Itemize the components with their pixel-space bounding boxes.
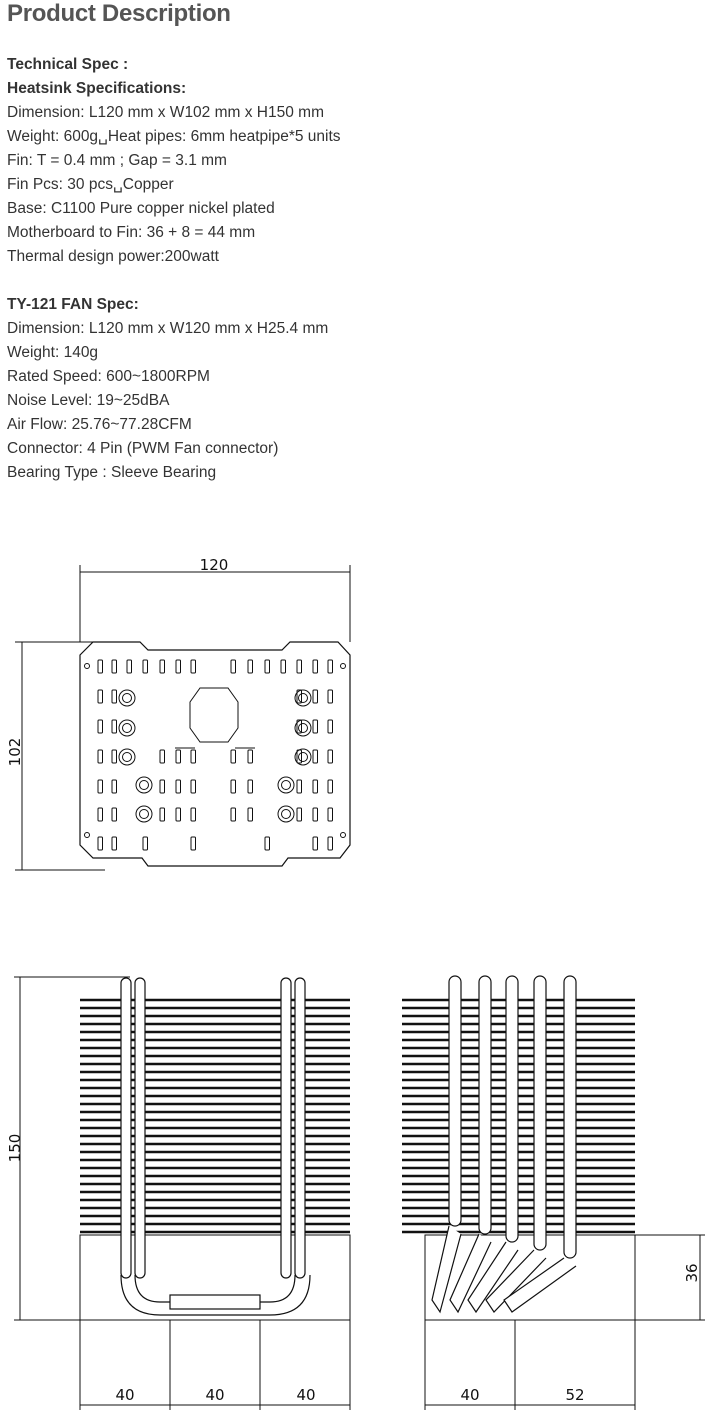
heatpipe-core bbox=[140, 810, 149, 819]
side-view-drawing bbox=[402, 976, 705, 1410]
mount-hole bbox=[341, 833, 346, 838]
fin-slot bbox=[248, 780, 253, 793]
heatpipe bbox=[564, 976, 576, 1258]
heatpipe bbox=[121, 978, 131, 1278]
fin-slot bbox=[176, 808, 181, 821]
fin-slot bbox=[127, 660, 132, 673]
fin-slot bbox=[176, 780, 181, 793]
heatpipe-core bbox=[282, 810, 291, 819]
heatpipe bbox=[135, 978, 145, 1278]
fin-slot bbox=[231, 660, 236, 673]
fin-slot bbox=[160, 660, 165, 673]
dimension-labels bbox=[6, 556, 701, 1404]
plate-outline bbox=[80, 642, 350, 866]
front-view-drawing bbox=[14, 977, 350, 1410]
fin-slot bbox=[98, 837, 103, 850]
heatpipe-core bbox=[282, 781, 291, 790]
fin-slot bbox=[191, 780, 196, 793]
spec-line: Technical Spec : bbox=[7, 56, 129, 73]
fin-slot bbox=[313, 750, 318, 763]
top-width-label: 120 bbox=[199, 556, 229, 574]
fin-slot bbox=[328, 720, 333, 733]
fin-slot bbox=[98, 660, 103, 673]
fin-slot bbox=[112, 808, 117, 821]
heatpipe bbox=[479, 976, 491, 1234]
heatpipe-ring bbox=[119, 690, 135, 706]
fin-slot bbox=[143, 837, 148, 850]
spec-line: Thermal design power:200watt bbox=[7, 248, 219, 265]
page-title: Product Description bbox=[7, 0, 231, 27]
heatsink-technical-drawing bbox=[0, 530, 712, 1411]
spec-line: Base: C1100 Pure copper nickel plated bbox=[7, 200, 275, 217]
fin-slot bbox=[248, 750, 253, 763]
fin-slot bbox=[191, 660, 196, 673]
fin-slot bbox=[160, 808, 165, 821]
fin-slot bbox=[265, 660, 270, 673]
spec-line: Weight: 600g␣Heat pipes: 6mm heatpipe*5 units bbox=[7, 128, 341, 145]
spec-line: Air Flow: 25.76~77.28CFM bbox=[7, 416, 192, 433]
front-bottom-label-3: 40 bbox=[296, 1386, 316, 1404]
mount-hole bbox=[85, 833, 90, 838]
fin-slot bbox=[112, 660, 117, 673]
center-hexagon bbox=[190, 688, 238, 742]
fin-slot bbox=[160, 750, 165, 763]
heatpipe-core bbox=[123, 694, 132, 703]
heatpipe-core bbox=[299, 753, 308, 762]
heatpipe-core bbox=[140, 781, 149, 790]
fin-slot bbox=[191, 808, 196, 821]
fin-slot bbox=[191, 837, 196, 850]
spec-line: Bearing Type : Sleeve Bearing bbox=[7, 464, 217, 481]
spec-line: Fin Pcs: 30 pcs␣Copper bbox=[7, 176, 174, 193]
fin-slot bbox=[297, 780, 302, 793]
heatpipe-core bbox=[299, 694, 308, 703]
heatpipe-core bbox=[123, 724, 132, 733]
fin-slot bbox=[313, 660, 318, 673]
fin-slot bbox=[328, 780, 333, 793]
side-base-height-label: 36 bbox=[683, 1263, 701, 1283]
mount-hole bbox=[85, 664, 90, 669]
fin-slot bbox=[98, 690, 103, 703]
fin-slot bbox=[248, 660, 253, 673]
fin-slot bbox=[328, 837, 333, 850]
fin-slot bbox=[98, 780, 103, 793]
fin-slot bbox=[143, 660, 148, 673]
fin-slot bbox=[98, 750, 103, 763]
spec-line: Noise Level: 19~25dBA bbox=[7, 392, 170, 409]
fin-slot bbox=[313, 808, 318, 821]
front-bottom-label-2: 40 bbox=[205, 1386, 225, 1404]
fin-slot bbox=[176, 660, 181, 673]
spec-line: Connector: 4 Pin (PWM Fan connector) bbox=[7, 440, 279, 457]
fin-slot bbox=[328, 660, 333, 673]
fin-slot bbox=[112, 750, 117, 763]
fin-slot bbox=[313, 837, 318, 850]
heatpipe-ring bbox=[136, 777, 152, 793]
heatpipe bbox=[506, 976, 518, 1242]
fin-slot bbox=[328, 750, 333, 763]
fin-slot bbox=[112, 837, 117, 850]
heatpipe bbox=[281, 978, 291, 1278]
fin-slot bbox=[160, 780, 165, 793]
heatpipe bbox=[449, 976, 461, 1226]
fin-slot bbox=[191, 750, 196, 763]
fin-slot bbox=[112, 780, 117, 793]
front-bottom-label-1: 40 bbox=[115, 1386, 135, 1404]
heatpipe-ring bbox=[136, 806, 152, 822]
fin-slot bbox=[265, 837, 270, 850]
fin-slot bbox=[112, 690, 117, 703]
fin-slot bbox=[112, 720, 117, 733]
fin-slot bbox=[98, 720, 103, 733]
top-view-drawing bbox=[15, 565, 350, 870]
fin-slot bbox=[248, 808, 253, 821]
fin-slot bbox=[328, 690, 333, 703]
heatpipe-ring bbox=[119, 749, 135, 765]
fin-slot bbox=[313, 690, 318, 703]
spec-line: Dimension: L120 mm x W102 mm x H150 mm bbox=[7, 104, 324, 121]
heatpipe bbox=[295, 978, 305, 1278]
spec-line: Fin: T = 0.4 mm ; Gap = 3.1 mm bbox=[7, 152, 227, 169]
spec-line: Weight: 140g bbox=[7, 344, 99, 361]
spec-line: Heatsink Specifications: bbox=[7, 80, 187, 97]
fin-slot bbox=[176, 750, 181, 763]
fin-slot bbox=[231, 808, 236, 821]
fin-slot bbox=[313, 720, 318, 733]
base-block bbox=[170, 1295, 260, 1309]
fin-slot bbox=[98, 808, 103, 821]
fin-slot bbox=[281, 660, 286, 673]
fin-slot bbox=[328, 808, 333, 821]
heatpipe-core bbox=[299, 724, 308, 733]
side-bottom-label-2: 52 bbox=[565, 1386, 585, 1404]
front-height-label: 150 bbox=[6, 1133, 24, 1163]
fin-slot bbox=[297, 808, 302, 821]
heatpipe-ring bbox=[119, 720, 135, 736]
mount-hole bbox=[341, 664, 346, 669]
fin-slot bbox=[231, 750, 236, 763]
spec-line: Motherboard to Fin: 36 + 8 = 44 mm bbox=[7, 224, 256, 241]
fin-slot bbox=[231, 780, 236, 793]
heatpipe-core bbox=[123, 753, 132, 762]
heatpipe-ring bbox=[278, 806, 294, 822]
spec-line: TY-121 FAN Spec: bbox=[7, 296, 139, 313]
top-depth-label: 102 bbox=[6, 737, 24, 767]
spec-line: Rated Speed: 600~1800RPM bbox=[7, 368, 210, 385]
heatpipe bbox=[534, 976, 546, 1250]
fin-slot bbox=[297, 660, 302, 673]
fin-slot bbox=[313, 780, 318, 793]
heatpipe-ring bbox=[278, 777, 294, 793]
spec-line: Dimension: L120 mm x W120 mm x H25.4 mm bbox=[7, 320, 329, 337]
side-bottom-label-1: 40 bbox=[460, 1386, 480, 1404]
